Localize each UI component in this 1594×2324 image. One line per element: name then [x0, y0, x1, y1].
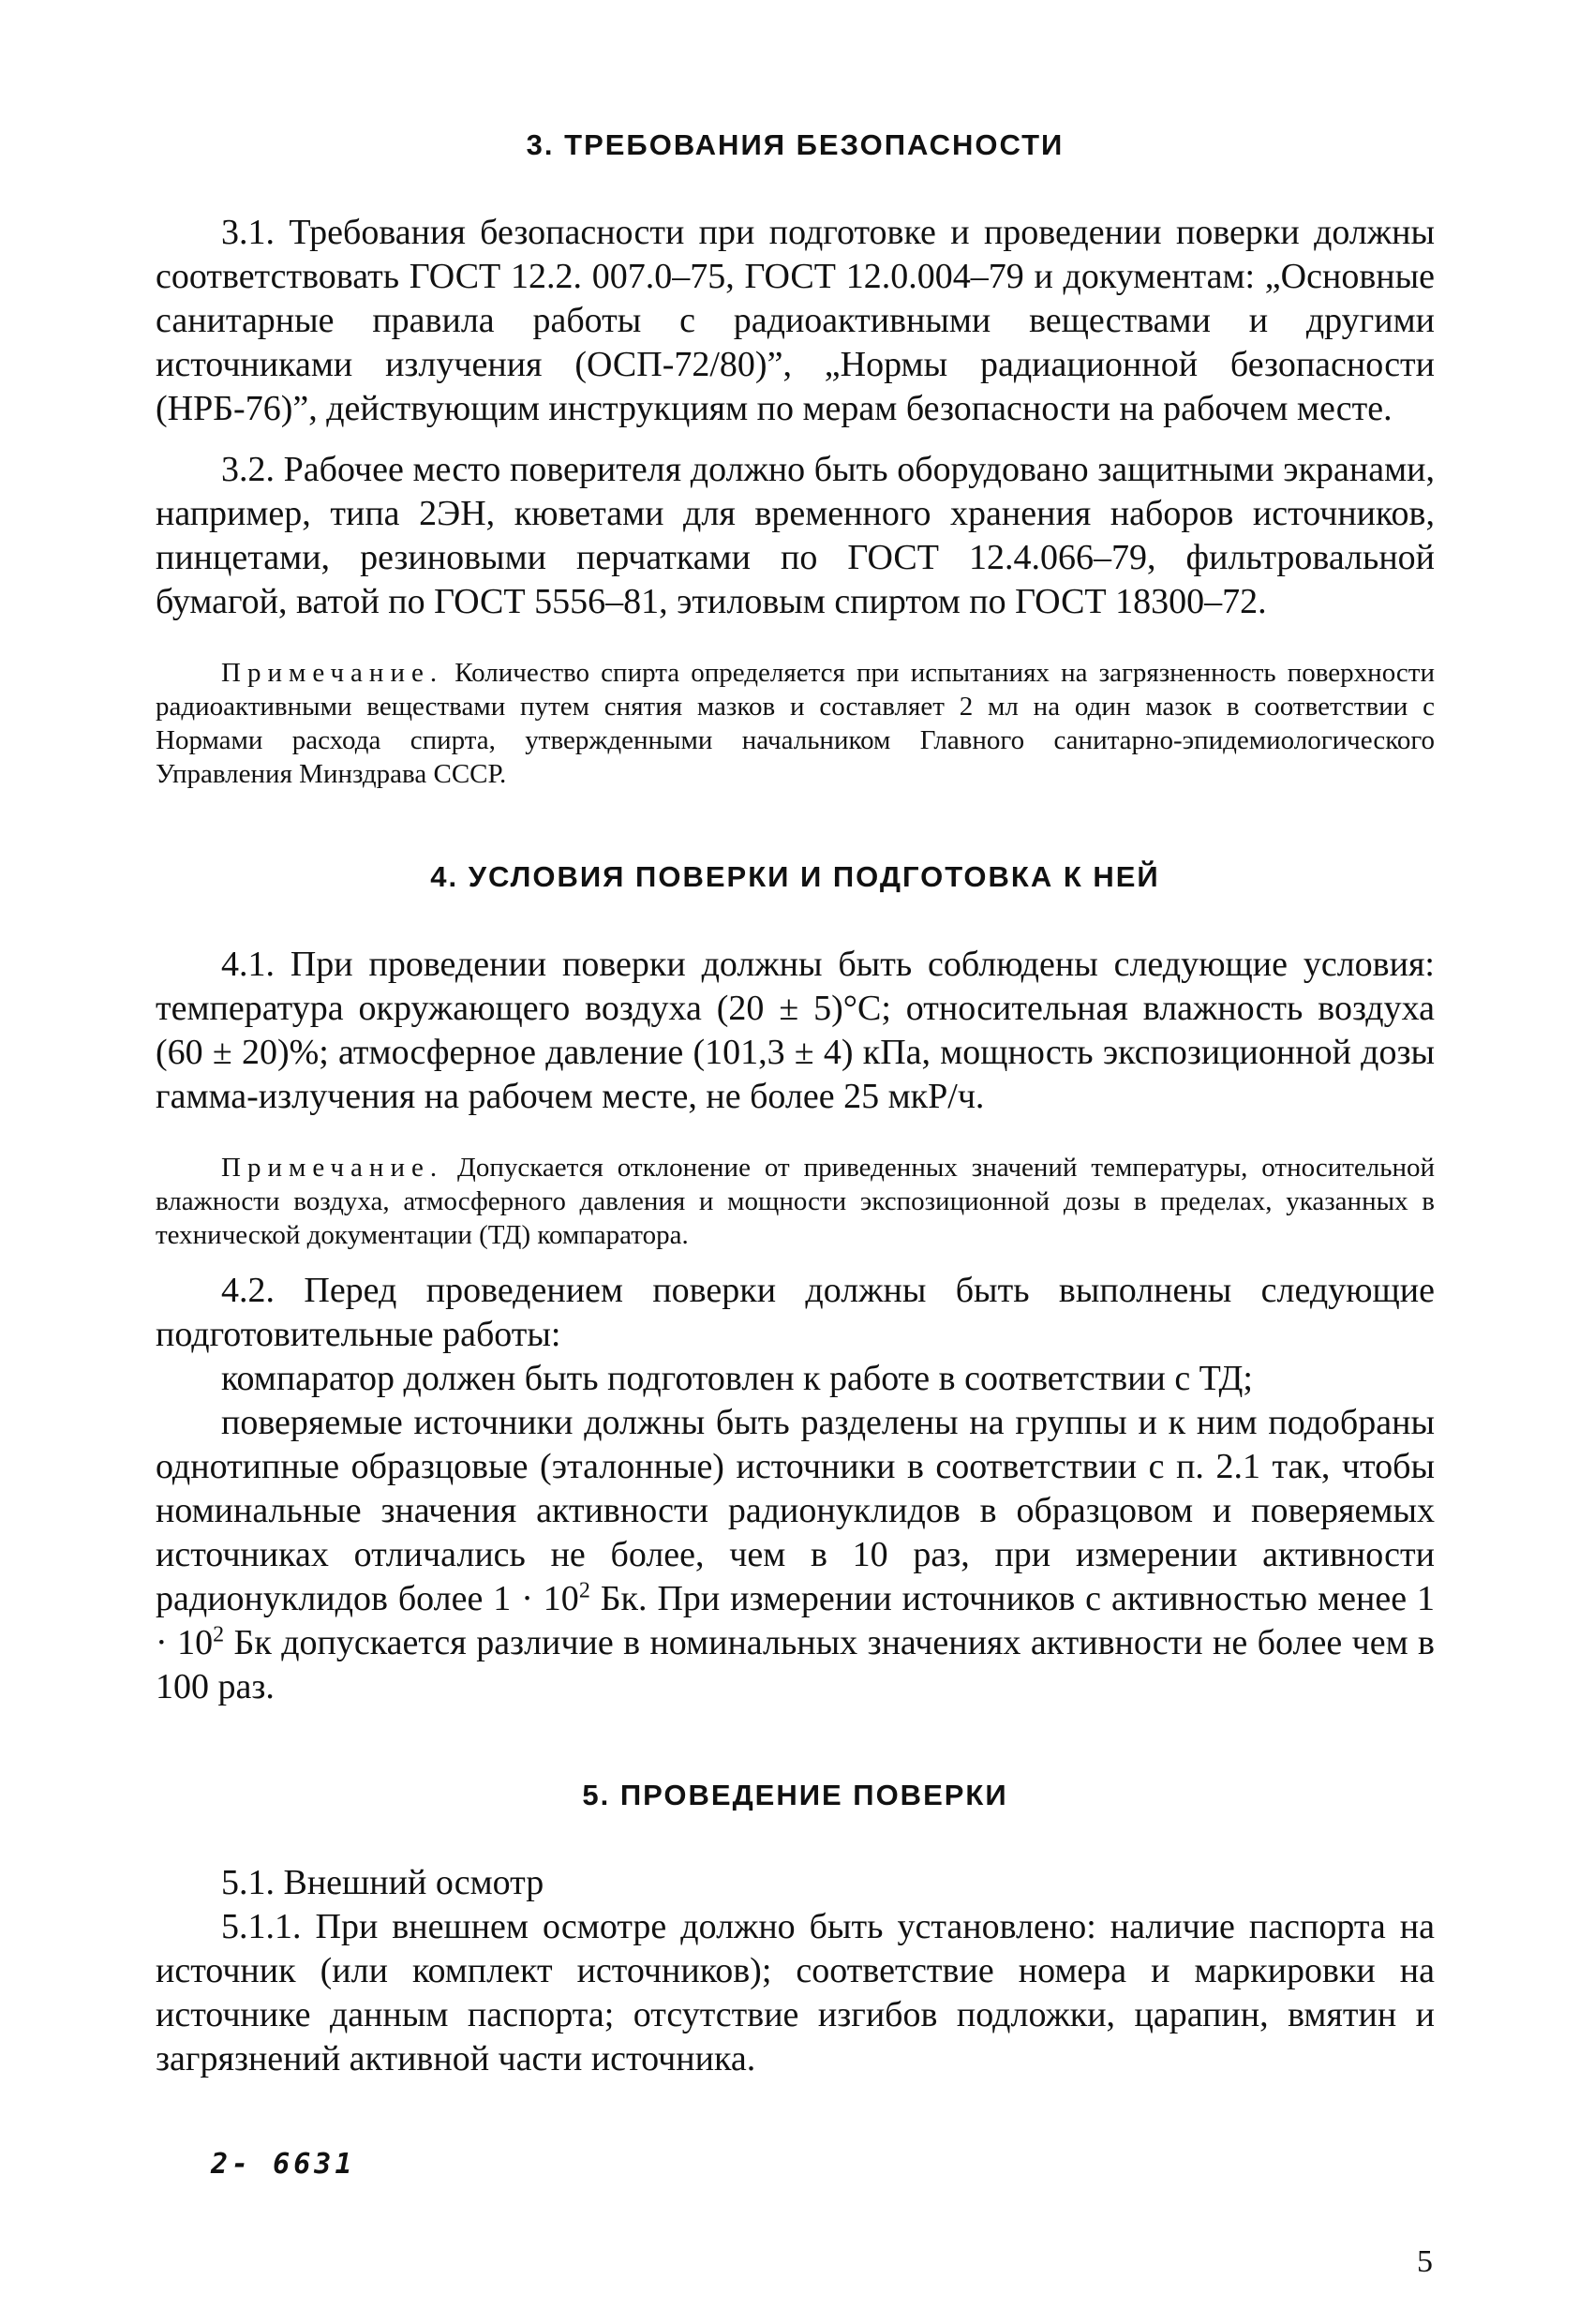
item-2-text-c: Бк допускается различие в номинальных значениях активности не более чем в 100 раз. — [156, 1623, 1435, 1706]
section-5-heading: 5. ПРОВЕДЕНИЕ ПОВЕРКИ — [582, 1779, 1008, 1811]
handwritten-code: 2- 6631 — [211, 2148, 356, 2181]
paragraph-3-1: 3.1. Требования безопасности при подготовке и проведении поверки должны соответствовать ГОСТ 12.2. 007.0–75, ГОСТ 12.0.004–79 и документам: „Основные санитарные правила работы с радиоактивными веществами и другими источниками излучения (ОСП-72/80)”, „Нормы радиационной безопасности (НРБ-76)”, действующим инструкциям по мерам безопасности на рабочем месте. — [156, 213, 1435, 428]
note-section-4 — [156, 1151, 1435, 1252]
note-label: Примечание. — [221, 1153, 444, 1183]
section-3-heading: 3. ТРЕБОВАНИЯ БЕЗОПАСНОСТИ — [526, 128, 1065, 161]
exponent-1: 2 — [578, 1578, 590, 1603]
paragraph-3-2: 3.2. Рабочее место поверителя должно быть оборудовано защитными экранами, например, типа 2ЭН, кюветами для временного хранения наборов источников, пинцетами, резиновыми перчатками по ГОСТ 12.4.066–79, фильтровальной бумагой, ватой по ГОСТ 5556–81, этиловым спиртом по ГОСТ 18300–72. — [156, 450, 1435, 621]
item-2-text-b: Бк. При измерении источников с активностью менее 1 · 10 — [156, 1579, 1436, 1662]
exponent-2: 2 — [213, 1622, 225, 1647]
paragraph-4-2-item-1: компаратор должен быть подготовлен к работе в соответствии с ТД; — [221, 1359, 1253, 1398]
page-content — [156, 127, 1435, 2081]
paragraph-4-1: 4.1. При проведении поверки должны быть соблюдены следующие условия: температура окружающего воздуха (20 ± 5)°С; относительная влажность воздуха (60 ± 20)%; атмосферное давление (101,3 ± 4) кПа, мощность экспозиционной дозы гамма-излучения на рабочем месте, не более 25 мкР/ч. — [156, 945, 1435, 1116]
paragraph-4-2: 4.2. Перед проведением поверки должны быть выполнены следующие подготовительные работы: — [156, 1271, 1435, 1354]
note-text: Допускается отклонение от приведенных значений температуры, относительной влажности воздуха, атмосферного давления и мощности экспозиционной дозы в пределах, указанных в технической документации (ТД) компаратора. — [156, 1153, 1435, 1250]
item-2-text-a: поверяемые источники должны быть разделены на группы и к ним подобраны однотипные образцовые (эталонные) источники в соответствии с п. 2.1 так, чтобы номинальные значения активности радионуклидов в образцовом и поверяемых источниках отличались не более, чем в 10 раз, при измерении активности радионуклидов более 1 · 10 — [156, 1403, 1435, 1618]
paragraph-5-1-1: 5.1.1. При внешнем осмотре должно быть установлено: наличие паспорта на источник (или комплект источников); соответствие номера и маркировки на источнике данным паспорта; отсутствие изгибов подложки, царапин, вмятин и загрязнений активной части источника. — [156, 1907, 1435, 2078]
page-number: 5 — [1417, 2244, 1433, 2279]
paragraph-4-2-item-2 — [156, 1401, 1435, 1709]
section-4-heading: 4. УСЛОВИЯ ПОВЕРКИ И ПОДГОТОВКА К НЕЙ — [430, 860, 1160, 893]
paragraph-5-1: 5.1. Внешний осмотр — [221, 1863, 544, 1902]
note-text: Количество спирта определяется при испытаниях на загрязненность поверхности радиоактивными веществами путем снятия мазков и составляет 2 мл на один мазок в соответствии с Нормами расхода спирта, утвержденными начальником Главного санитарно-эпидемиологического Управления Минздрава СССР. — [156, 658, 1435, 789]
note-section-3 — [156, 656, 1435, 791]
note-label: Примечание. — [221, 658, 444, 688]
